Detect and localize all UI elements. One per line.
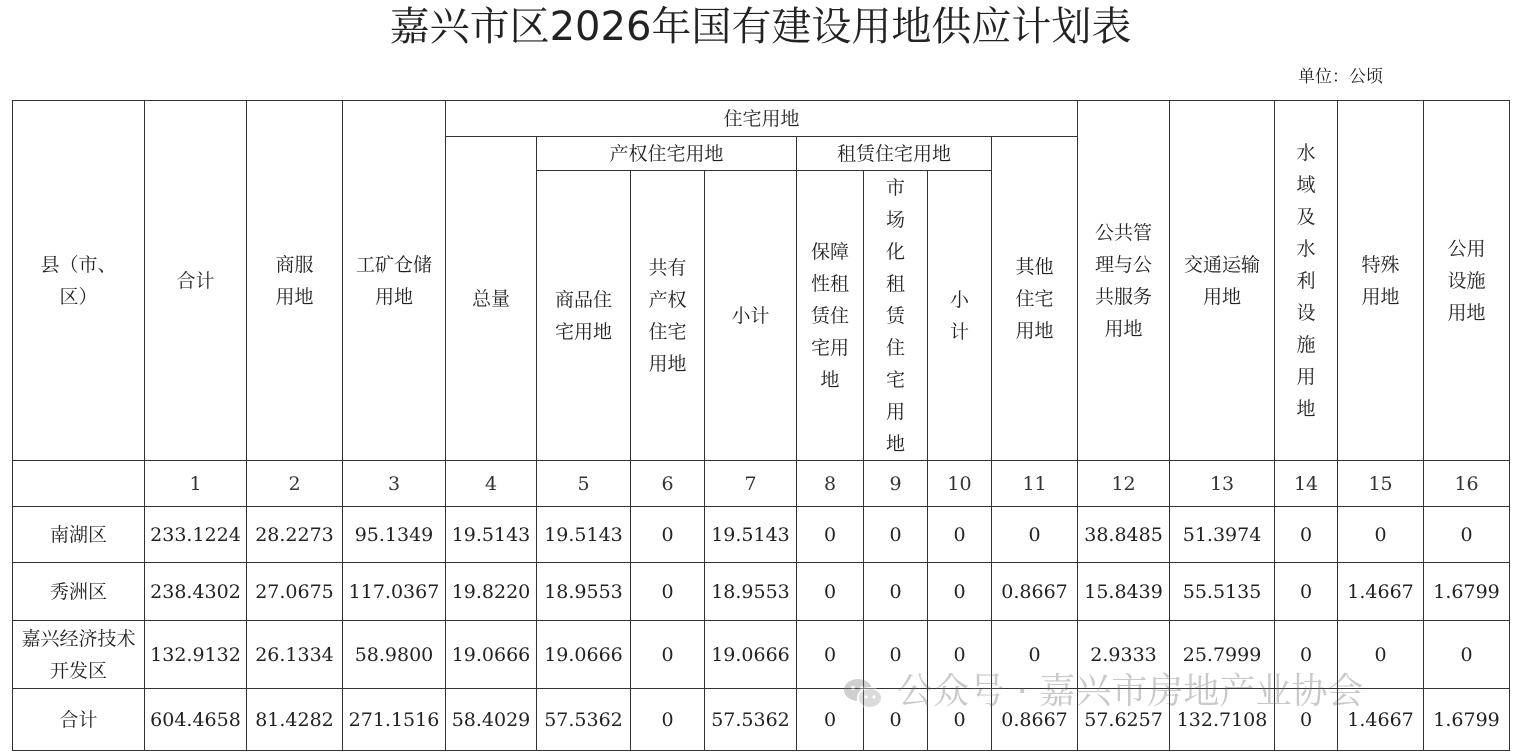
column-number: 2 — [247, 461, 343, 507]
table-cell: 0 — [631, 507, 705, 563]
table-cell: 1.4667 — [1338, 563, 1424, 621]
table-cell: 0 — [864, 563, 928, 621]
table-cell: 25.7999 — [1170, 621, 1275, 689]
column-number: 5 — [537, 461, 631, 507]
table-cell: 19.8220 — [446, 563, 537, 621]
table-cell: 0 — [631, 689, 705, 751]
table-cell: 271.1516 — [343, 689, 446, 751]
table-cell: 132.7108 — [1170, 689, 1275, 751]
table-cell: 27.0675 — [247, 563, 343, 621]
table-cell: 0 — [1338, 621, 1424, 689]
row-region: 秀洲区 — [13, 563, 145, 621]
column-number: 12 — [1078, 461, 1170, 507]
table-cell: 0 — [928, 621, 992, 689]
table-cell: 1.6799 — [1424, 689, 1510, 751]
header-other-residential: 其他住宅用地 — [992, 137, 1078, 461]
table-cell: 19.0666 — [446, 621, 537, 689]
table-cell: 0 — [1275, 621, 1338, 689]
header-commodity: 商品住宅用地 — [537, 171, 631, 461]
table-cell: 2.9333 — [1078, 621, 1170, 689]
column-number: 1 — [145, 461, 247, 507]
table-cell: 0 — [928, 507, 992, 563]
table-cell: 0 — [631, 621, 705, 689]
table-cell: 19.0666 — [705, 621, 797, 689]
wechat-icon — [843, 676, 883, 710]
table-cell: 0 — [1275, 689, 1338, 751]
table-cell: 19.0666 — [537, 621, 631, 689]
table-row — [13, 507, 1510, 563]
header-residential-total: 总量 — [446, 137, 537, 461]
table-cell: 55.5135 — [1170, 563, 1275, 621]
column-number: 4 — [446, 461, 537, 507]
row-region: 南湖区 — [13, 507, 145, 563]
column-number: 9 — [864, 461, 928, 507]
header-special: 特殊用地 — [1338, 101, 1424, 461]
table-cell: 0 — [797, 621, 864, 689]
header-rental-group: 租赁住宅用地 — [797, 137, 992, 171]
page-title: 嘉兴市区2026年国有建设用地供应计划表 — [389, 4, 1132, 50]
header-utility: 公用设施用地 — [1424, 101, 1510, 461]
table-cell: 0 — [1275, 563, 1338, 621]
header-industrial: 工矿仓储用地 — [343, 101, 446, 461]
table-cell: 26.1334 — [247, 621, 343, 689]
column-number: 7 — [705, 461, 797, 507]
column-number: 15 — [1338, 461, 1424, 507]
table-cell: 81.4282 — [247, 689, 343, 751]
land-supply-table — [12, 100, 1510, 751]
table-cell: 233.1224 — [145, 507, 247, 563]
header-water: 水域及水利设施用地 — [1275, 101, 1338, 461]
table-cell: 0 — [797, 563, 864, 621]
header-residential-group: 住宅用地 — [446, 101, 1078, 137]
table-cell: 0.8667 — [992, 689, 1078, 751]
table-cell: 0 — [928, 563, 992, 621]
table-cell: 19.5143 — [537, 507, 631, 563]
table-cell: 0 — [1424, 621, 1510, 689]
column-number: 3 — [343, 461, 446, 507]
table-cell: 0 — [928, 689, 992, 751]
column-number: 11 — [992, 461, 1078, 507]
header-ownership-group: 产权住宅用地 — [537, 137, 797, 171]
watermark — [843, 668, 1483, 716]
table-cell: 0 — [864, 689, 928, 751]
table-cell: 0 — [797, 689, 864, 751]
column-number: 6 — [631, 461, 705, 507]
unit-label: 单位：公顷 — [1298, 67, 1383, 87]
table-cell: 38.8485 — [1078, 507, 1170, 563]
table-cell: 19.5143 — [705, 507, 797, 563]
table-cell: 28.2273 — [247, 507, 343, 563]
header-shared: 共有产权住宅用地 — [631, 171, 705, 461]
header-total: 合计 — [145, 101, 247, 461]
table-cell: 15.8439 — [1078, 563, 1170, 621]
table-cell: 0 — [864, 621, 928, 689]
header-affordable-rental: 保障性租赁住宅用地 — [797, 171, 864, 461]
index-cell-empty — [13, 461, 145, 507]
table-cell: 57.5362 — [705, 689, 797, 751]
table-cell: 0.8667 — [992, 563, 1078, 621]
header-ownership-subtotal: 小计 — [705, 171, 797, 461]
table-cell: 238.4302 — [145, 563, 247, 621]
column-number: 16 — [1424, 461, 1510, 507]
table-cell: 1.6799 — [1424, 563, 1510, 621]
table-cell: 0 — [1275, 507, 1338, 563]
table-cell: 0 — [1424, 507, 1510, 563]
header-commercial: 商服用地 — [247, 101, 343, 461]
column-number: 13 — [1170, 461, 1275, 507]
header-region: 县（市、区） — [13, 101, 145, 461]
table-cell: 604.4658 — [145, 689, 247, 751]
table-cell: 18.9553 — [705, 563, 797, 621]
column-number: 10 — [928, 461, 992, 507]
header-transport: 交通运输用地 — [1170, 101, 1275, 461]
row-region: 嘉兴经济技术开发区 — [13, 621, 145, 689]
table-cell: 95.1349 — [343, 507, 446, 563]
table-cell: 132.9132 — [145, 621, 247, 689]
header-market-rental: 市场化租赁住宅用地 — [864, 171, 928, 461]
table-cell: 0 — [864, 507, 928, 563]
table-cell: 117.0367 — [343, 563, 446, 621]
table-cell: 51.3974 — [1170, 507, 1275, 563]
table-cell: 1.4667 — [1338, 689, 1424, 751]
table-row — [13, 563, 1510, 621]
watermark-text: 公众号 · 嘉兴市房地产业协会 — [897, 671, 1364, 712]
table-cell: 0 — [992, 621, 1078, 689]
table-cell: 58.4029 — [446, 689, 537, 751]
table-cell: 0 — [992, 507, 1078, 563]
row-region: 合计 — [13, 689, 145, 751]
table-cell: 0 — [1338, 507, 1424, 563]
header-public-service: 公共管理与公共服务用地 — [1078, 101, 1170, 461]
table-cell: 57.5362 — [537, 689, 631, 751]
column-number: 8 — [797, 461, 864, 507]
table-cell: 57.6257 — [1078, 689, 1170, 751]
table-cell: 18.9553 — [537, 563, 631, 621]
header-rental-subtotal: 小计 — [928, 171, 992, 461]
column-number: 14 — [1275, 461, 1338, 507]
table-cell: 0 — [797, 507, 864, 563]
table-cell: 19.5143 — [446, 507, 537, 563]
table-cell: 0 — [631, 563, 705, 621]
table-cell: 58.9800 — [343, 621, 446, 689]
